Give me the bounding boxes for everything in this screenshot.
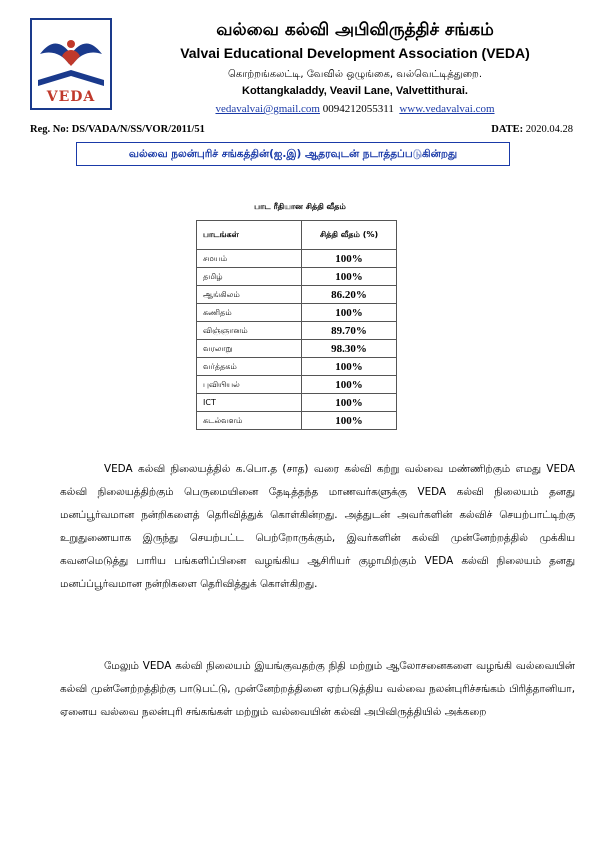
subject-cell: புவியியல் xyxy=(197,376,302,394)
subject-cell: சமயம் xyxy=(197,250,302,268)
results-table xyxy=(196,220,397,430)
subject-cell: கடல்வளம் xyxy=(197,412,302,430)
table-row xyxy=(197,412,397,430)
date-label: DATE: xyxy=(491,124,524,135)
table-row xyxy=(197,304,397,322)
table-row xyxy=(197,322,397,340)
percent-cell: 100% xyxy=(302,358,397,376)
org-title-tamil: வல்வை கல்வி அபிவிருத்திச் சங்கம் xyxy=(216,20,494,40)
table-row xyxy=(197,376,397,394)
paragraph-1-text: VEDA கல்வி நிலையத்தில் க.பொ.த (சாத) வரை கல்வி கற்று வல்வை மண்ணிற்கும் எமது VEDA கல்வி நிலையத்திற்கும் பெருமையினை தேடித்தந்த மாணவர்களுக்கு VEDA கல்வி நிலையம் தனது மனப்பூர்வமான நன்றிகளைத் தெரிவித்துக் கொள்கின்றது. அத்துடன் அவர்களின் கல்விச் செயற்பாட்டிற்கு உறுதுணையாக இருந்து செயற்பட்ட பெற்றோருக்கும், இவர்களின் கல்வி முன்னேற்றத்தில் முக்கிய கவனமெடுத்து பாரிய பங்களிப்பினை வழங்கிய ஆசிரியர் குழாமிற்கும் VEDA கல்வி நிலையம் தனது மனப்ப்பூர்வமான நன்றிகளை தெரிவித்துக் கொள்கிறது. xyxy=(60,463,575,590)
subject-column-header: பாடங்கள் xyxy=(197,221,302,250)
subject-cell: கணிதம் xyxy=(197,304,302,322)
email-link[interactable]: vedavalvai@gmail.com xyxy=(215,103,320,115)
subject-cell: ஆங்கிலம் xyxy=(197,286,302,304)
logo-text: VEDA xyxy=(46,89,96,105)
paragraph-1 xyxy=(60,458,575,596)
date-line xyxy=(491,124,573,135)
date-value: 2020.04.28 xyxy=(525,124,573,135)
table-title: பாட ரீதியான சித்தி வீதம் xyxy=(254,202,346,211)
subject-cell: வரலாறு xyxy=(197,340,302,358)
phone-number: 0094212055311 xyxy=(322,103,394,115)
percent-cell: 100% xyxy=(302,304,397,322)
address-english: Kottangkaladdy, Veavil Lane, Valvettithurai. xyxy=(242,85,468,97)
org-title-english: Valvai Educational Development Association (VEDA) xyxy=(180,45,530,61)
registration-number: Reg. No: DS/VADA/N/SS/VOR/2011/51 xyxy=(30,124,205,135)
table-row xyxy=(197,286,397,304)
paragraph-2 xyxy=(60,655,575,724)
subject-cell: ICT xyxy=(197,394,302,412)
percent-cell: 86.20% xyxy=(302,286,397,304)
table-row xyxy=(197,394,397,412)
website-link[interactable]: www.vedavalvai.com xyxy=(399,103,495,115)
veda-logo xyxy=(30,18,112,110)
subject-cell: வர்த்தகம் xyxy=(197,358,302,376)
table-row xyxy=(197,358,397,376)
subject-cell: தமிழ் xyxy=(197,268,302,286)
table-row xyxy=(197,268,397,286)
address-tamil: கொற்றங்கலட்டி, வேவில் ஒழுங்கை, வல்வெட்டித்துறை. xyxy=(227,69,483,80)
percent-cell: 100% xyxy=(302,376,397,394)
support-banner: வல்வை நலன்புரிச் சங்கத்தின்(ஐ.இ) ஆதரவுடன் நடாத்தப்படுகின்றது xyxy=(76,142,510,166)
contact-line xyxy=(120,103,590,115)
table-row xyxy=(197,340,397,358)
percent-cell: 98.30% xyxy=(302,340,397,358)
table-header-row xyxy=(197,221,397,250)
paragraph-2-text: மேலும் VEDA கல்வி நிலையம் இயங்குவதற்கு நிதி மற்றும் ஆலோசனைகளை வழங்கி வல்வையின் கல்வி முன்னேற்றத்திற்கு பாடுபட்டு, முன்னேற்றத்தினை ஏற்படுத்திய வல்வை நலன்புரிச்சங்கம் பிரித்தானியா, ஏனைய வல்வை நலன்புரி சங்கங்கள் மற்றும் வல்வையின் கல்வி அபிவிருத்தியில் அக்கறை xyxy=(60,660,575,718)
percent-cell: 100% xyxy=(302,394,397,412)
percent-cell: 89.70% xyxy=(302,322,397,340)
subject-cell: விஞ்ஞானம் xyxy=(197,322,302,340)
percent-column-header: சித்தி வீதம் (%) xyxy=(302,221,397,250)
percent-cell: 100% xyxy=(302,412,397,430)
percent-cell: 100% xyxy=(302,250,397,268)
percent-cell: 100% xyxy=(302,268,397,286)
table-row xyxy=(197,250,397,268)
